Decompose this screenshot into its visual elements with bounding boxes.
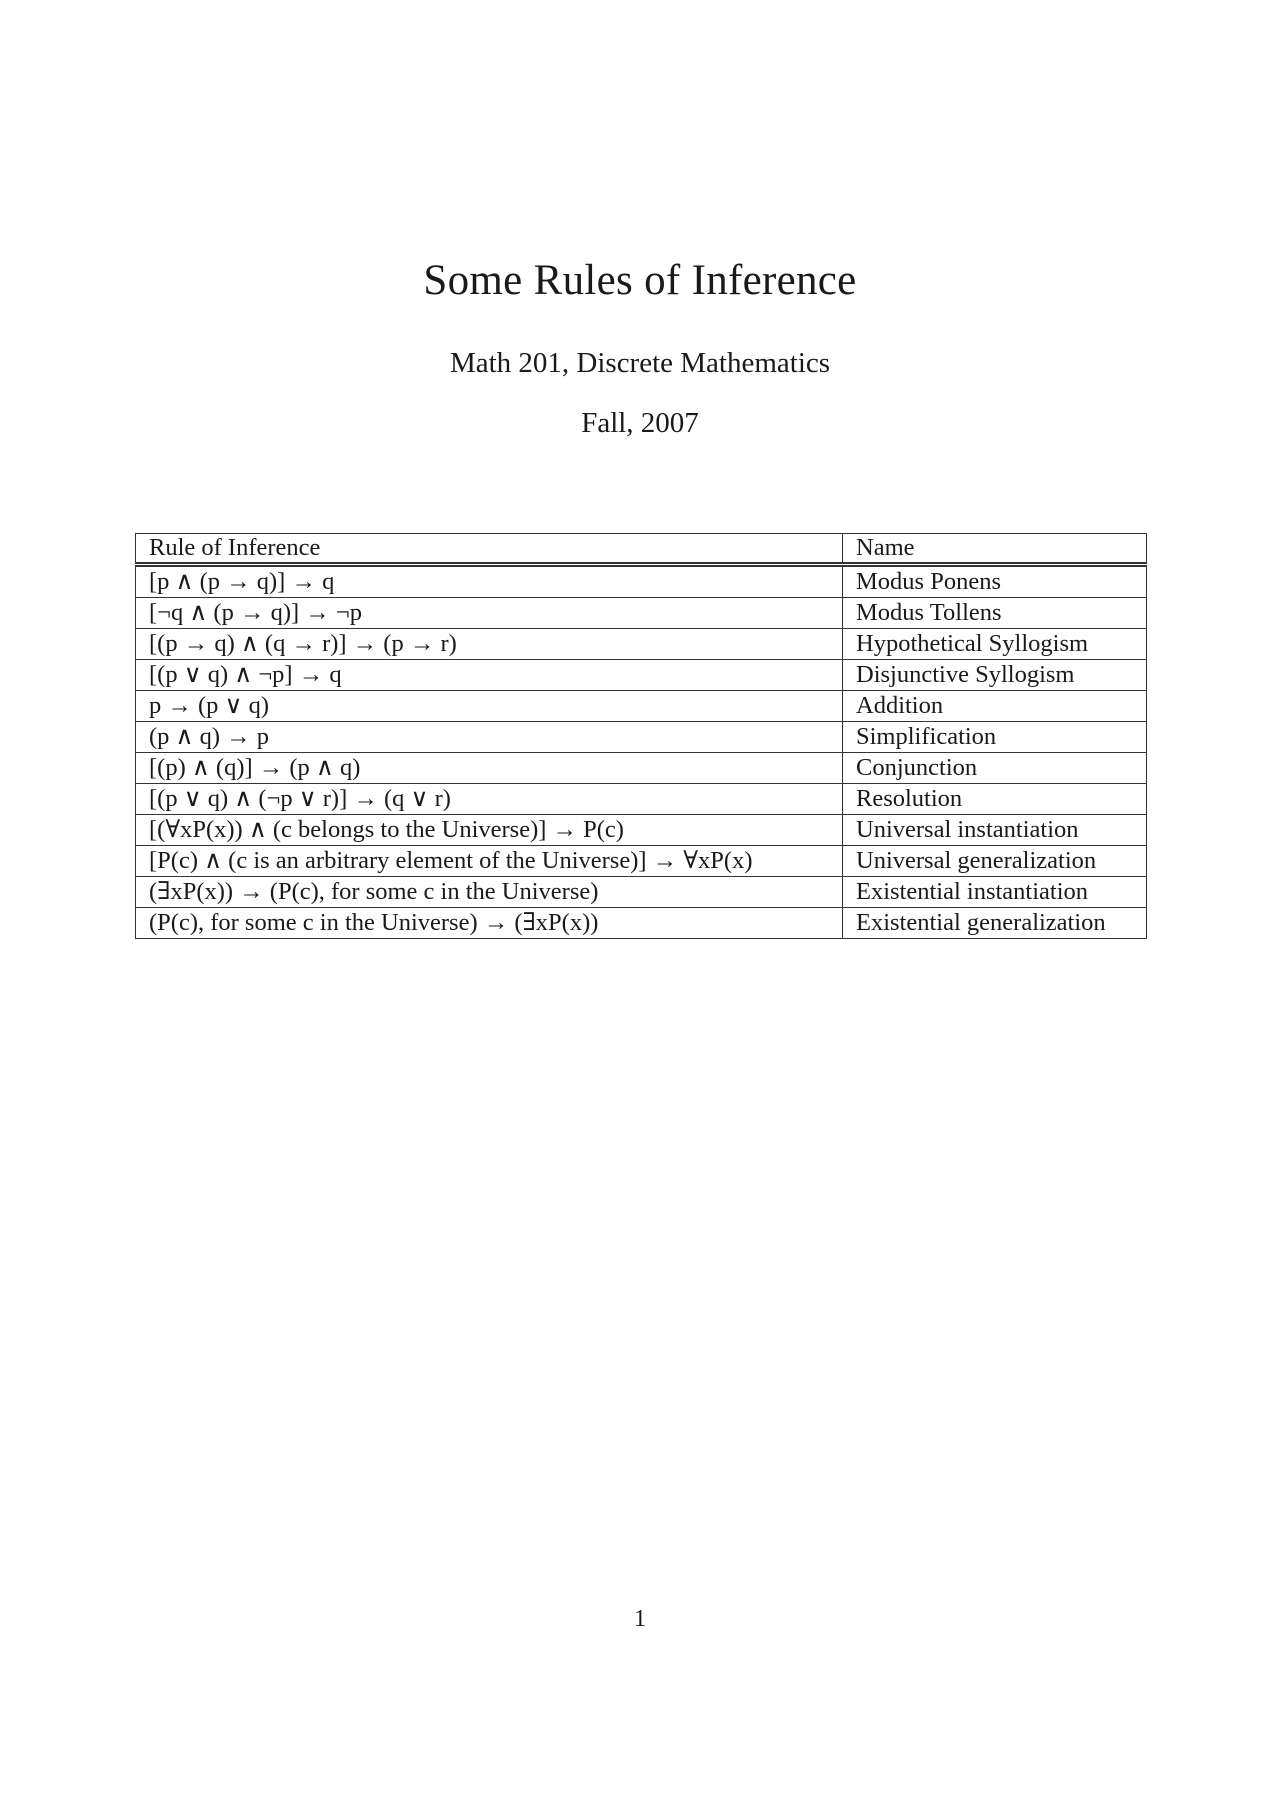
name-cell: Modus Tollens — [843, 598, 1147, 629]
rule-cell: [(∀xP(x)) ∧ (c belongs to the Universe)] → P(c) — [136, 815, 843, 846]
table-row — [136, 691, 1147, 722]
table-row — [136, 565, 1147, 598]
header-name: Name — [843, 534, 1147, 565]
table-row — [136, 784, 1147, 815]
name-cell: Universal generalization — [843, 846, 1147, 877]
rule-cell: (p ∧ q) → p — [136, 722, 843, 753]
page-number: 1 — [634, 1606, 646, 1632]
name-cell: Existential instantiation — [843, 877, 1147, 908]
table-header-row — [136, 534, 1147, 565]
course-subtitle: Math 201, Discrete Mathematics — [449, 347, 831, 379]
rule-cell: [(p → q) ∧ (q → r)] → (p → r) — [136, 629, 843, 660]
rule-cell: [(p) ∧ (q)] → (p ∧ q) — [136, 753, 843, 784]
table-row — [136, 908, 1147, 939]
name-cell: Simplification — [843, 722, 1147, 753]
table-row — [136, 660, 1147, 691]
name-cell: Resolution — [843, 784, 1147, 815]
table-body — [136, 565, 1147, 939]
table-row — [136, 877, 1147, 908]
name-cell: Addition — [843, 691, 1147, 722]
name-cell: Modus Ponens — [843, 565, 1147, 598]
name-cell: Existential generalization — [843, 908, 1147, 939]
rule-cell: (P(c), for some c in the Universe) → (∃xP(x)) — [136, 908, 843, 939]
rule-cell: (∃xP(x)) → (P(c), for some c in the Universe) — [136, 877, 843, 908]
rule-cell: [p ∧ (p → q)] → q — [136, 565, 843, 598]
name-cell: Disjunctive Syllogism — [843, 660, 1147, 691]
table-row — [136, 846, 1147, 877]
name-cell: Universal instantiation — [843, 815, 1147, 846]
rule-cell: [P(c) ∧ (c is an arbitrary element of the Universe)] → ∀xP(x) — [136, 846, 843, 877]
table-row — [136, 815, 1147, 846]
header-rule-of-inference: Rule of Inference — [136, 534, 843, 565]
name-cell: Hypothetical Syllogism — [843, 629, 1147, 660]
term-date: Fall, 2007 — [581, 407, 699, 439]
table-row — [136, 753, 1147, 784]
table-row — [136, 598, 1147, 629]
rules-of-inference-table — [135, 533, 1147, 939]
name-cell: Conjunction — [843, 753, 1147, 784]
rule-cell: [¬q ∧ (p → q)] → ¬p — [136, 598, 843, 629]
table-row — [136, 722, 1147, 753]
table-header — [136, 534, 1147, 565]
document-title: Some Rules of Inference — [423, 257, 857, 304]
rule-cell: [(p ∨ q) ∧ ¬p] → q — [136, 660, 843, 691]
table-row — [136, 629, 1147, 660]
rule-cell: p → (p ∨ q) — [136, 691, 843, 722]
rule-cell: [(p ∨ q) ∧ (¬p ∨ r)] → (q ∨ r) — [136, 784, 843, 815]
